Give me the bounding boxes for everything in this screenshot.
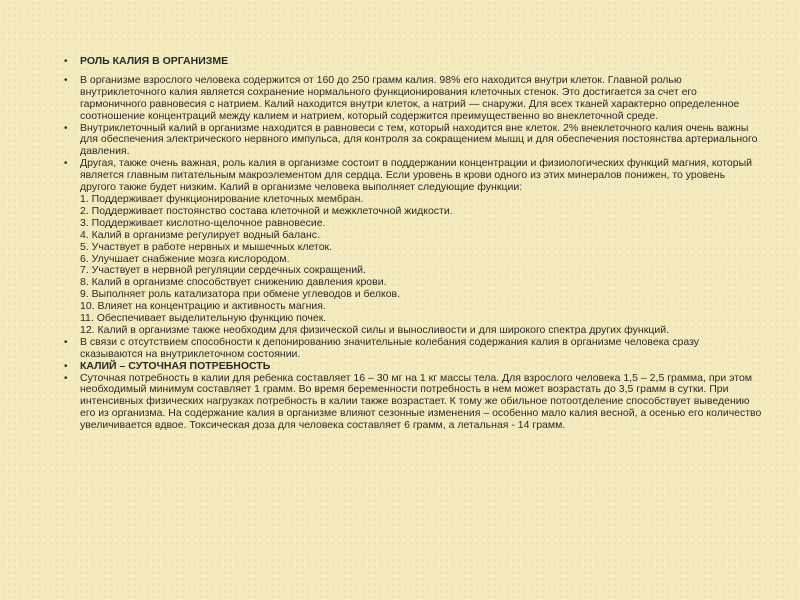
paragraph-1-text: В организме взрослого человека содержится от 160 до 250 грамм калия. 98% его находится внутри клеток. Главной ролью внутриклеточного калия является сохранение нормального функционирования клеточных стенок. Это достигается за счет его гармоничного равновесия с натрием. Калий находится внутри клеток, а натрий — снаружи. Для всех тканей характерно определенное соотношение концентраций между калием и натрием, который содержится преимущественно во внеклеточной среде. <box>80 73 740 122</box>
bullet-paragraph-3 <box>64 158 764 337</box>
function-item: 11. Обеспечивает выделительную функцию почек. <box>80 312 327 325</box>
bullet-paragraph-1 <box>64 75 764 123</box>
function-item: 12. Калий в организме также необходим для физической силы и выносливости и для широкого спектра других функций. <box>80 323 669 336</box>
slide-body <box>64 56 764 432</box>
bullet-paragraph-4 <box>64 337 764 361</box>
paragraph-4-text: В связи с отсутствием способности к депонированию значительные колебания содержания калия в организме человека сразу сказываются на внутриклеточном состоянии. <box>80 335 700 360</box>
section-heading-role: РОЛЬ КАЛИЯ В ОРГАНИЗМЕ <box>80 55 229 67</box>
function-item: 8. Калий в организме способствует снижению давления крови. <box>80 276 387 289</box>
function-item: 6. Улучшает снабжение мозга кислородом. <box>80 252 290 265</box>
paragraph-3-intro: • Другая, также очень важная, роль калия в организме состоит в поддержании концентрации и физиологических функций магния, который является главным питательным макроэлементом для сердца. Если уровень в крови одного из этих минералов понижен, то уровень другого также будет низким. Калий в организме человека выполняет следующие функции: <box>80 157 753 194</box>
function-item: 4. Калий в организме регулирует водный баланс. <box>80 228 320 241</box>
function-item: 3. Поддерживает кислотно-щелочное равновесие. <box>80 216 326 229</box>
function-item: 5. Участвует в работе нервных и мышечных клеток. <box>80 240 333 253</box>
bullet-paragraph-2 <box>64 123 764 159</box>
function-item: 10. Влияет на концентрацию и активность магния. <box>80 300 326 313</box>
bullet-heading-role <box>64 56 764 68</box>
bullet-paragraph-5 <box>64 373 764 433</box>
paragraph-5-text: Суточная потребность в калии для ребенка составляет 16 – 30 мг на 1 кг массы тела. Для взрослого человека 1,5 – 2,5 грамма, при этом необходимый минимум составляет 1 грамм. Во время беременности потребность в нем может возрастать до 3,5 грамм в сутки. При интенсивных физических нагрузках потребность в калии также возрастает. К тому же обильное потоотделение способствует выведению его из организма. На содержание калия в организме влияют сезонные изменения – особенно мало калия весной, а осенью его количество увеличивается вдвое. Токсическая доза для человека составляет 6 грамм, а летальная - 14 грамм. <box>80 371 762 432</box>
function-item: 9. Выполняет роль катализатора при обмене углеводов и белков. <box>80 288 401 301</box>
function-item: 1. Поддерживает функционирование клеточных мембран. <box>80 192 364 205</box>
bullet-list <box>64 56 764 432</box>
paragraph-2-text: Внутриклеточный калий в организме находится в равновеси с тем, который находится вне клеток. 2% внеклеточного калия очень важны для обеспечения электрического нервного импульса, для контроля за сокращением мышц и для обеспечения постоянства артериального давления. <box>80 121 758 158</box>
section-heading-daily: КАЛИЙ – СУТОЧНАЯ ПОТРЕБНОСТЬ <box>80 359 271 372</box>
function-item: 7. Участвует в нервной регуляции сердечных сокращений. <box>80 264 366 277</box>
function-item: 2. Поддерживает постоянство состава клеточной и межклеточной жидкости. <box>80 204 453 217</box>
